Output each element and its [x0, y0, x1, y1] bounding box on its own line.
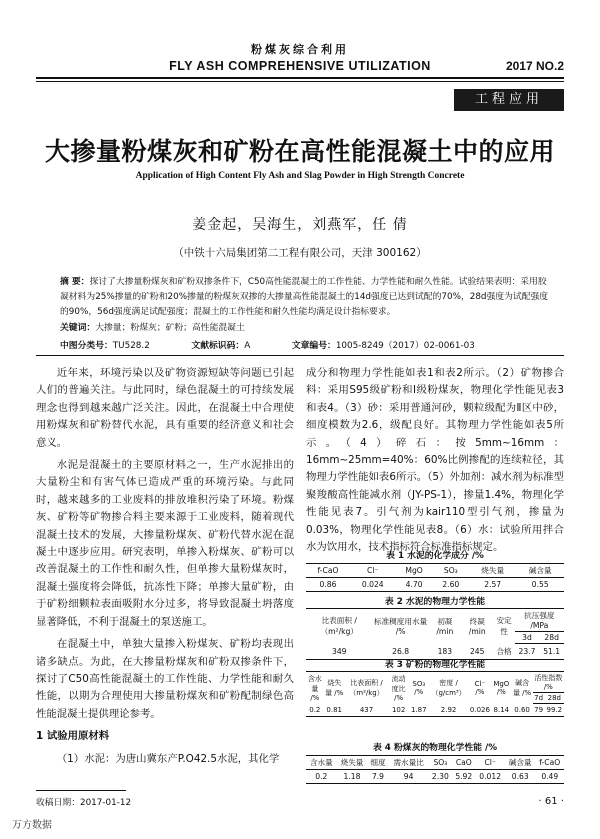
table-header: 比表面积 /（m²/kg） [306, 609, 373, 644]
table1-caption: 表 1 水泥的化学成分 /% [386, 551, 484, 561]
table-cell: 102 [388, 704, 409, 717]
table-cell: 1.18 [337, 770, 368, 784]
table-header: Cl⁻ /% [469, 672, 491, 704]
table-header: Cl⁻ [475, 756, 504, 770]
table-cell: 0.026 [469, 704, 491, 717]
table-row [306, 578, 564, 592]
table-header: 密度 /（g/cm³） [428, 672, 468, 704]
paragraph: 近年来，环境污染以及矿物资源短缺等问题已引起人们的普遍关注。与此同时，绿色混凝土的可持续发展理念也得到越来越广泛关注。因此，在混凝土中合理使用粉煤灰和矿粉替代水泥，具有重要的经济意义和社会意义。 [36, 367, 294, 449]
table-header: MgO [396, 564, 433, 578]
table-cell: 2.57 [469, 578, 517, 592]
article-title: 大掺量粉煤灰和矿粉在高性能混凝土中的应用 [44, 137, 555, 166]
table-subheader: 28d [539, 632, 564, 644]
table-header: MgO /% [491, 672, 511, 704]
table-header: 碱含量 /% [512, 672, 533, 704]
table-header: 烧失量 /% [324, 672, 345, 704]
table-cell: 0.60 [512, 704, 533, 717]
doc-code: A [244, 341, 251, 351]
affiliation: （中铁十六局集团第二工程有限公司，天津 300162） [173, 247, 427, 259]
body-column-left [36, 365, 294, 768]
table-cell: 8.14 [491, 704, 511, 717]
paragraph: 水泥是混凝土的主要原材料之一，生产水泥排出的大量粉尘和有害气体已造成严重的环境污染。与此同时，越来越多的工业废料的排放堆积污染了环境。粉煤灰、矿粉等矿物掺合料主要来源于工业废料，随着现代混凝土技术的发展，大掺量粉煤灰、矿粉代替水泥在混凝土中逐步应用。研究表明，单掺入粉煤灰、矿粉可以改善混凝土的工作性和耐久性，但单掺大量粉煤灰时，混凝土强度将会降低，抗冻性下降；单掺大量矿粉，由于矿粉细颗粒表面吸附水分过多，将导致混凝土坍落度显著降低，不利于混凝土的泵送施工。 [36, 459, 294, 628]
table-cell: 0.55 [516, 578, 564, 592]
table-cell: 0.81 [324, 704, 345, 717]
table-subheader: 28d [545, 693, 564, 704]
article-no: 1005-8249（2017）02-0061-03 [335, 341, 475, 351]
table-header: 碱含量 [505, 756, 536, 770]
table-header: 初凝 /min [429, 609, 461, 644]
table4 [306, 755, 564, 784]
table-row [306, 770, 564, 784]
table-cell: 2.30 [429, 770, 452, 784]
table2-caption: 表 2 水泥的物理力学性能 [384, 597, 486, 607]
table2 [306, 608, 564, 660]
table-header: 碱含量 [516, 564, 564, 578]
table-cell: 245 [461, 644, 493, 660]
footnote-rule [36, 790, 126, 791]
table-cell: 0.63 [505, 770, 536, 784]
table-header: f-CaO [536, 756, 564, 770]
table-header: CaO [452, 756, 475, 770]
watermark: 万方数据 [12, 820, 52, 831]
table-header: 标准稠度用水量 /% [373, 609, 429, 644]
table-cell: 183 [429, 644, 461, 660]
table-cell: 0.012 [475, 770, 504, 784]
table-header: 比表面积 /（m²/kg） [345, 672, 388, 704]
paragraph: （1）水泥：为唐山冀东产P.O42.5水泥，其化学 [56, 752, 280, 765]
table-cell: 23.7 [515, 644, 540, 660]
body-column-right [306, 365, 564, 556]
clc-code: TU528.2 [112, 341, 150, 351]
table-cell: 7.9 [367, 770, 388, 784]
table-cell: 0.2 [306, 770, 337, 784]
keywords: 大掺量；粉煤灰；矿粉；高性能混凝土 [95, 322, 245, 333]
table-header: f-CaO [306, 564, 350, 578]
table-cell: 0.86 [306, 578, 350, 592]
abstract-text: 探讨了大掺量粉煤灰和矿粉双掺条件下，C50高性能混凝土的工作性能、力学性能和耐久性能。试验结果表明：采用胶凝材料为25%掺量的矿粉和20%掺量的粉煤灰双掺的大掺量高性能混凝土的14d强度已达到试配的70%，28d强度为试配强度的90%，56d强度满足试配强度；混凝土的工作性能和耐久性能均满足设计指标要求。 [60, 277, 549, 318]
table-header: 含水量 /% [306, 672, 324, 704]
article-no-label: 文章编号： [291, 341, 336, 351]
table-header: 需水量比 [389, 756, 429, 770]
table-cell: 437 [345, 704, 388, 717]
table-cell: 51.1 [539, 644, 564, 660]
table-row [306, 704, 564, 717]
column-tag: 工程应用 [454, 89, 564, 111]
journal-name-en: FLY ASH COMPREHENSIVE UTILIZATION [169, 59, 431, 73]
table-cell: 0.49 [536, 770, 564, 784]
abstract-label: 摘 要： [60, 277, 90, 287]
table-subheader: 3d [515, 632, 540, 644]
table-cell: 合格 [493, 644, 514, 660]
table-cell: 94 [389, 770, 429, 784]
table-cell: 349 [306, 644, 373, 660]
doc-code-label: 文献标识码： [191, 341, 245, 351]
table-cell: 0.2 [306, 704, 324, 717]
abstract [60, 275, 554, 336]
journal-name-cn: 粉煤灰综合利用 [251, 43, 349, 56]
table-header: SO₃ /% [409, 672, 428, 704]
table-header: 活性指数 /% [533, 672, 564, 693]
issue-number: 2017 NO.2 [505, 59, 564, 73]
table-cell: 99.2 [545, 704, 564, 717]
table-header: SO₃ [433, 564, 469, 578]
authors: 姜金起，吴海生，刘燕军，任 倩 [192, 217, 408, 233]
table-header: 终凝 /min [461, 609, 493, 644]
table-header: 抗压强度 /MPa [515, 609, 564, 632]
paragraph: 成分和物理力学性能如表1和表2所示。（2）矿物掺合料：采用S95级矿粉和Ⅰ级粉煤灰，物理化学性能见表3和表4。（3）砂：采用普通河砂，颗粒级配为Ⅱ区中砂，细度模数为2.6，级配良好。其物理力学性能如表5所示。（4）碎石：按5mm~16mm：16mm~25mm=40%：60%比例掺配的连续粒径，其物理力学性能如表6所示。（5）外加剂：减水剂为标准型聚羧酸高性能减水剂（JY-PS-1），掺量1.4%，物理化学性能见表7。引气剂为kair110型引气剂，掺量为0.03%，物理化学性能见表8。（6）水：试验所用拌合水为饮用水，技术指标符合标准指标规定。 [306, 367, 564, 554]
classification-line [60, 338, 475, 351]
table-subheader: 7d [534, 694, 544, 702]
paragraph: 在混凝土中，单独大量掺入粉煤灰、矿粉均表现出诸多缺点。为此，在大掺量粉煤灰和矿粉双掺条件下，探讨了C50高性能混凝土的工作性能、力学性能和耐久性能，以期为合理使用大掺量粉煤灰和矿粉配制绿色高性能混凝土提供理论参考。 [36, 638, 294, 720]
table-header: 安定性 [493, 609, 514, 644]
page-number: · 61 · [538, 796, 564, 807]
table-cell: 0.024 [350, 578, 396, 592]
table-header: 流动度比 /% [388, 672, 409, 704]
table-cell: 5.92 [452, 770, 475, 784]
table-header: 烧失量 [469, 564, 517, 578]
table4-caption: 表 4 粉煤灰的物理化学性能 /% [372, 743, 498, 753]
header-rule-thin [36, 81, 564, 82]
table-cell: 2.92 [428, 704, 468, 717]
table-cell: 26.8 [373, 644, 429, 660]
table3 [306, 671, 564, 717]
table-header: 烧失量 [337, 756, 368, 770]
table-header: 细度 [367, 756, 388, 770]
table-cell: 4.70 [396, 578, 433, 592]
table-cell: 2.60 [433, 578, 469, 592]
table-cell: 79 [533, 704, 545, 717]
table3-caption: 表 3 矿粉的物理化学性能 [384, 660, 486, 670]
keywords-label: 关键词： [60, 322, 96, 333]
received-date: 收稿日期：2017-01-12 [36, 798, 132, 808]
article-title-en: Application of High Content Fly Ash and Slag Powder in High Strength Concrete [135, 171, 465, 181]
section-heading: 1 试验用原材料 [36, 730, 110, 743]
table-header: Cl⁻ [350, 564, 396, 578]
table1 [306, 563, 564, 592]
clc-label: 中图分类号： [60, 341, 113, 351]
table-header: 含水量 [306, 756, 337, 770]
table-cell: 1.87 [409, 704, 428, 717]
table-header: SO₃ [429, 756, 452, 770]
abstract-separator [36, 355, 564, 356]
header-rule [36, 77, 564, 79]
